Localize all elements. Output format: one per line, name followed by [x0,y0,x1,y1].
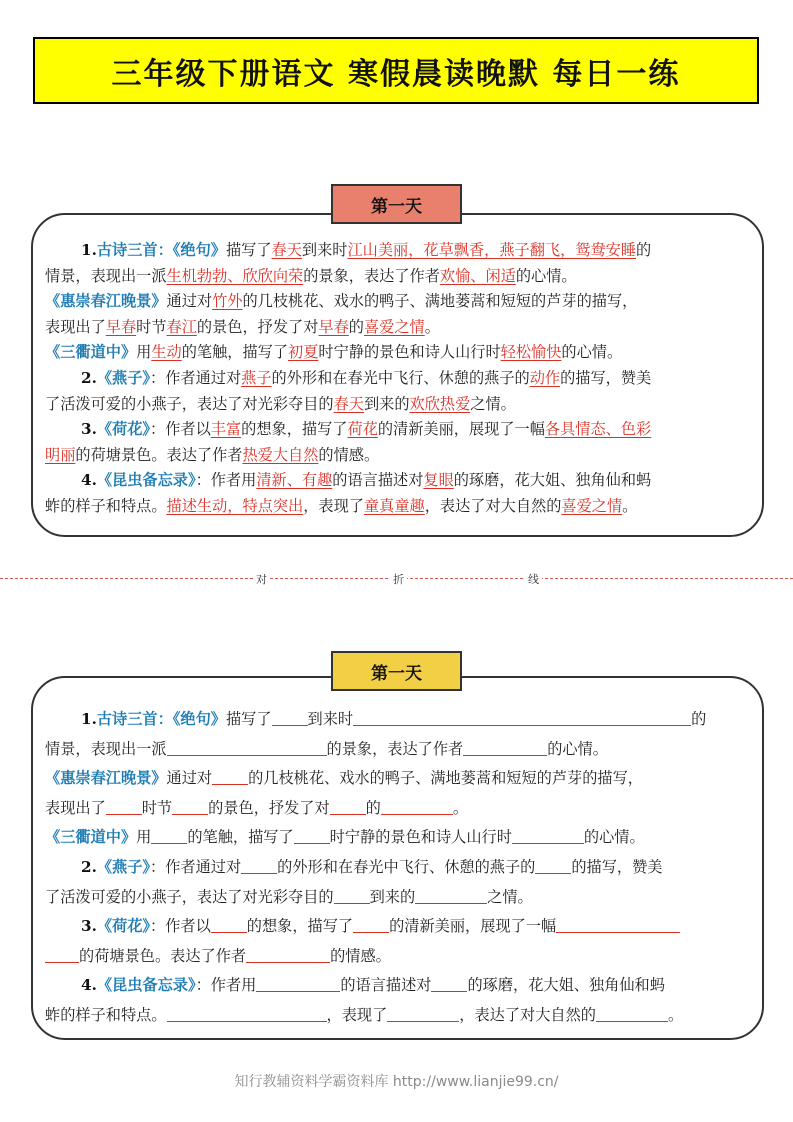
text: 之情。 [487,887,533,906]
lesson-label: 《昆虫备忘录》 [96,471,196,490]
item-number: 4. [81,471,97,490]
text: ：作者以 [150,917,211,936]
answer: 丰富 [210,420,242,439]
exercise-line-1 [45,705,742,735]
fill-blank[interactable] [151,827,187,844]
fold-label: 线 [525,571,542,587]
exercise-line-3 [45,764,742,794]
answer: 荷花 [347,420,378,439]
answer-line-4 [45,315,742,341]
answer: 春江 [166,317,197,336]
text: 蚱的样子和特点。 [45,496,167,515]
fill-blank[interactable] [106,798,142,815]
text: ，表达了对大自然的 [459,1005,596,1024]
text: 时节 [141,798,173,817]
text: 用 [136,828,152,847]
item-number: 1. [81,241,97,259]
text: 描写了 [225,710,272,728]
text: 情景，表现出一派 [45,266,167,285]
text: 时节 [136,317,167,336]
text: 时宁静的景色和诗人山行时 [329,828,512,847]
text: 。 [424,317,440,336]
footer-watermark: 知行教辅资料学霸资料库 http://www.lianjie99.cn/ [234,1074,559,1090]
text: ：作者用 [195,471,257,490]
text: 的琢磨，花大姐、独角仙和蚂 [453,471,652,490]
answer: 早春 [318,317,349,336]
text: 的清新美丽，展现了一幅 [389,917,557,936]
text: 的景色，抒发了对 [208,798,330,817]
lesson-label: 《三衢道中》 [45,343,137,362]
lesson-label: 《昆虫备忘录》 [96,976,196,995]
item-number: 3. [81,420,97,439]
text: 的荷塘景色。表达了作者 [75,445,243,464]
exercise-line-5 [45,823,742,853]
fill-blank[interactable] [211,916,247,933]
text: 。 [667,1005,684,1024]
text: 了活泼可爱的小燕子，表达了对光彩夺目的 [45,887,334,906]
lesson-label: 《荷花》 [96,420,151,439]
answer: 喜爱之情 [363,317,425,336]
text: 的心情。 [583,828,645,847]
exercise-line-8 [45,912,742,942]
answer-line-9 [45,443,742,469]
fill-blank[interactable] [415,887,487,904]
text: 的心情。 [561,343,623,362]
answer-line-7 [45,392,742,418]
text: 的心情。 [547,739,608,758]
text: 到来时 [307,710,354,728]
text: 到来的 [369,887,416,906]
answer: 竹外 [212,292,243,311]
text: 的 [348,317,364,336]
text: 描写了 [225,241,272,259]
text: ，表达了对大自然的 [424,496,562,515]
fill-blank[interactable] [431,975,467,992]
text: 的荷塘景色。表达了作者 [79,946,247,965]
text: ，表现了 [303,496,364,515]
text: 的外形和在春光中飞行、休憩的燕子的 [277,857,536,876]
fill-blank[interactable] [167,739,327,756]
exercise-line-6 [45,853,742,883]
answer-line-8 [45,417,742,443]
answer: 复眼 [423,471,454,490]
answer: 童真童趣 [363,496,425,515]
day-label-answers: 第一天 [331,184,462,224]
text: 的描写，赞美 [560,368,652,387]
text: 的 [636,241,652,259]
lesson-label: 《惠崇春江晚景》 [45,769,167,788]
answer-line-10 [45,468,742,494]
answer: 动作 [529,368,561,387]
lesson-label: 《惠崇春江晚景》 [45,292,167,311]
answer: 江山美丽，花草飘香，燕子翻飞，鸳鸯安睡 [347,241,637,259]
text: 表现出了 [45,317,106,336]
text: 通过对 [166,292,213,311]
text: 的琢磨，花大姐、独角仙和蚂 [467,976,665,995]
answer: 明丽 [45,445,76,464]
text: ：作者以 [150,420,211,439]
answer: 清新、有趣 [256,471,333,490]
exercise-line-10 [45,971,742,1001]
answer: 热爱大自然 [242,445,319,464]
fill-blank[interactable] [353,709,691,726]
answer-line-11 [45,494,742,520]
answer: 燕子 [241,368,272,387]
text: 的语言描述对 [332,471,424,490]
fill-blank[interactable] [596,1005,668,1022]
fill-blank[interactable] [556,916,680,933]
fill-blank[interactable] [246,946,330,963]
fill-blank[interactable] [387,1005,459,1022]
answer-line-5 [45,340,742,366]
text: 之情。 [470,394,516,413]
exercise-line-11 [45,1001,742,1031]
lesson-label: 《燕子》 [96,857,151,876]
answer: 描述生动，特点突出 [166,496,304,515]
text: 通过对 [166,769,213,788]
exercise-line-7 [45,883,742,913]
text: 的笔触，描写了 [187,828,294,847]
answer: 春天 [333,394,364,413]
answer: 春天 [271,241,302,259]
fold-label: 折 [390,571,407,587]
fill-blank[interactable] [330,798,366,815]
answer: 初夏 [288,343,319,362]
text: 的 [691,710,707,728]
text: 用 [136,343,152,362]
item-number: 4. [81,976,97,995]
exercise-line-9 [45,942,742,972]
lesson-label: 古诗三首：《绝句》 [96,241,226,259]
text: ：作者用 [195,976,257,995]
text: 的几枝桃花、戏水的鸭子、满地蒌蒿和短短的芦芽的描写， [248,769,643,788]
item-number: 2. [81,857,97,876]
exercise-line-4 [45,794,742,824]
item-number: 2. [81,368,97,387]
answer-line-2 [45,264,742,290]
answer-card [31,213,764,537]
fill-blank[interactable] [256,975,340,992]
fill-blank[interactable] [45,946,79,963]
answer: 早春 [105,317,137,336]
answer: 欢欣热爱 [409,394,471,413]
text: 的语言描述对 [340,976,432,995]
answer: 欢愉、闲适 [439,266,516,285]
fill-blank[interactable] [334,887,370,904]
item-number: 1. [81,710,97,728]
text: 的心情。 [515,266,577,285]
text: 的几枝桃花、戏水的鸭子、满地蒌蒿和短短的芦芽的描写， [242,292,638,311]
answer-line-6 [45,366,742,392]
answer: 轻松愉快 [500,343,562,362]
exercise-line-2 [45,735,742,765]
text: 了活泼可爱的小燕子，表达了对光彩夺目的 [45,394,334,413]
text: 情景，表现出一派 [45,739,167,758]
text: 时宁静的景色和诗人山行时 [318,343,501,362]
answer: 各具情态、色彩 [544,420,652,439]
fill-blank[interactable] [294,827,330,844]
lesson-label: 古诗三首：《绝句》 [96,710,226,728]
answer: 生机勃勃、欣欣向荣 [166,266,304,285]
text: 到来的 [363,394,410,413]
answer: 生动 [151,343,182,362]
text: 的景象，表达了作者 [326,739,464,758]
text: 表现出了 [45,798,106,817]
text: ：作者通过对 [150,857,242,876]
day-label-exercise: 第一天 [331,651,462,691]
fill-blank[interactable] [535,857,571,874]
text: 到来时 [301,241,348,259]
text: 的情感。 [318,445,380,464]
fill-blank[interactable] [381,798,453,815]
fill-blank[interactable] [463,739,547,756]
fill-blank[interactable] [272,709,308,726]
fill-blank[interactable] [172,798,208,815]
fold-label: 对 [253,571,270,587]
fill-blank[interactable] [353,916,389,933]
text: 的 [365,798,381,817]
exercise-card [31,676,764,1040]
lesson-label: 《荷花》 [96,917,151,936]
lesson-label: 《燕子》 [96,368,151,387]
text: 蚱的样子和特点。 [45,1005,167,1024]
text: 的清新美丽，展现了一幅 [377,420,545,439]
answer-line-1 [45,238,742,264]
text: 的想象，描写了 [241,420,348,439]
fill-blank[interactable] [241,857,277,874]
text: 的情感。 [330,946,391,965]
text: 的景色，抒发了对 [196,317,319,336]
answer-line-3 [45,289,742,315]
text: 的想象，描写了 [246,917,354,936]
page-title: 三年级下册语文 寒假晨读晚默 每日一练 [33,37,759,104]
fill-blank[interactable] [167,1005,327,1022]
lesson-label: 《三衢道中》 [45,828,137,847]
text: 。 [452,798,468,817]
text: 的外形和在春光中飞行、休憩的燕子的 [271,368,530,387]
text: 的笔触，描写了 [181,343,288,362]
text: 。 [622,496,638,515]
fill-blank[interactable] [212,768,248,785]
text: ：作者通过对 [150,368,242,387]
text: ，表现了 [326,1005,388,1024]
item-number: 3. [81,917,97,936]
fill-blank[interactable] [512,827,584,844]
answer: 喜爱之情 [561,496,623,515]
text: 的景象，表达了作者 [303,266,440,285]
text: 的描写，赞美 [571,857,663,876]
